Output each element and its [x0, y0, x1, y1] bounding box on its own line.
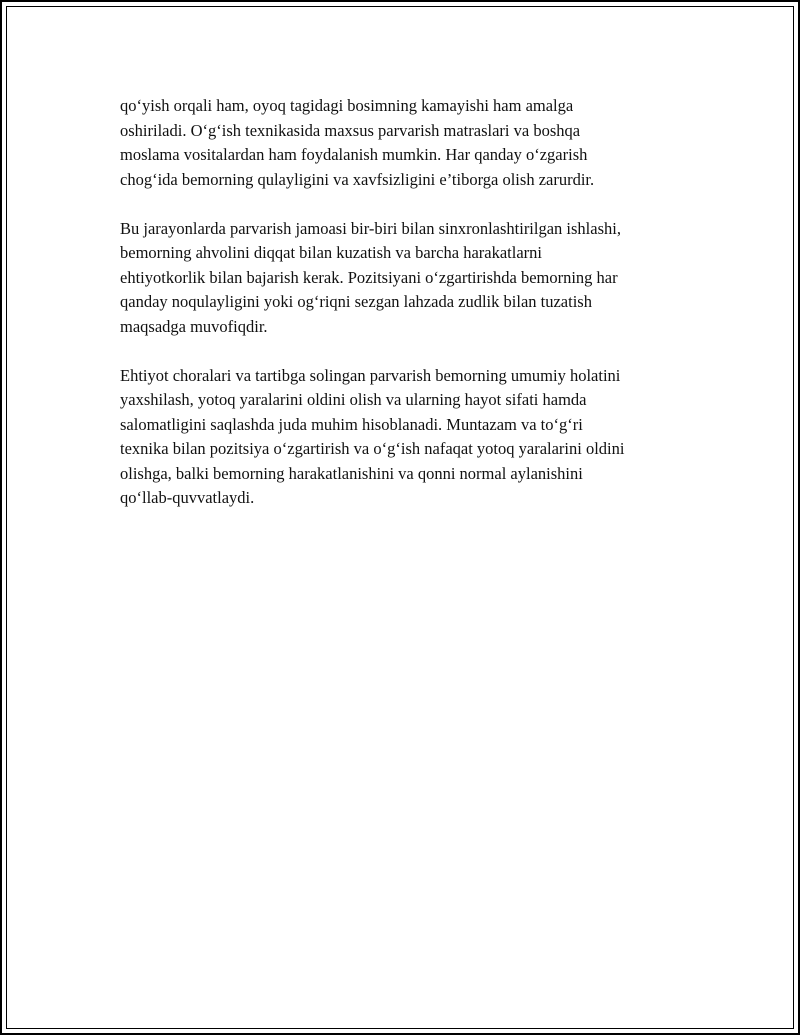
text-line: oshiriladi. O‘g‘ish texnikasida maxsus parvarish matraslari va boshqa	[120, 120, 581, 140]
text-line: Bu jarayonlarda parvarish jamoasi bir-biri bilan sinxronlashtirilgan ishlashi,	[120, 218, 621, 238]
paragraph-3	[120, 364, 700, 511]
text-line: bemorning ahvolini diqqat bilan kuzatish va barcha harakatlarni	[120, 243, 542, 262]
text-line: chog‘ida bemorning qulayligini va xavfsizligini e’tiborga olish zarurdir.	[120, 169, 595, 189]
text-line: salomatligini saqlashda juda muhim hisoblanadi. Muntazam va to‘g‘ri	[120, 414, 583, 434]
text-line: Ehtiyot choralari va tartibga solingan parvarish bemorning umumiy holatini	[120, 365, 621, 385]
text-line: ehtiyotkorlik bilan bajarish kerak. Pozitsiyani o‘zgartirishda bemorning har	[120, 267, 618, 287]
text-line: maqsadga muvofiqdir.	[120, 316, 268, 336]
text-line: qanday noqulayligini yoki og‘riqni sezgan lahzada zudlik bilan tuzatish	[120, 292, 592, 311]
paragraph-1	[120, 94, 700, 192]
text-line: moslama vositalardan ham foydalanish mumkin. Har qanday o‘zgarish	[120, 145, 588, 164]
text-line: qo‘yish orqali ham, oyoq tagidagi bosimning kamayishi ham amalga	[120, 96, 574, 115]
text-line: olishga, balki bemorning harakatlanishini va qonni normal aylanishini	[120, 463, 583, 483]
text-line: texnika bilan pozitsiya o‘zgartirish va o‘g‘ish nafaqat yotoq yaralarini oldini	[120, 439, 625, 458]
paragraph-2	[120, 217, 700, 340]
text-line: qo‘llab-quvvatlaydi.	[120, 488, 255, 507]
document-body	[120, 94, 700, 535]
text-line: yaxshilash, yotoq yaralarini oldini olish va ularning hayot sifati hamda	[120, 390, 587, 409]
